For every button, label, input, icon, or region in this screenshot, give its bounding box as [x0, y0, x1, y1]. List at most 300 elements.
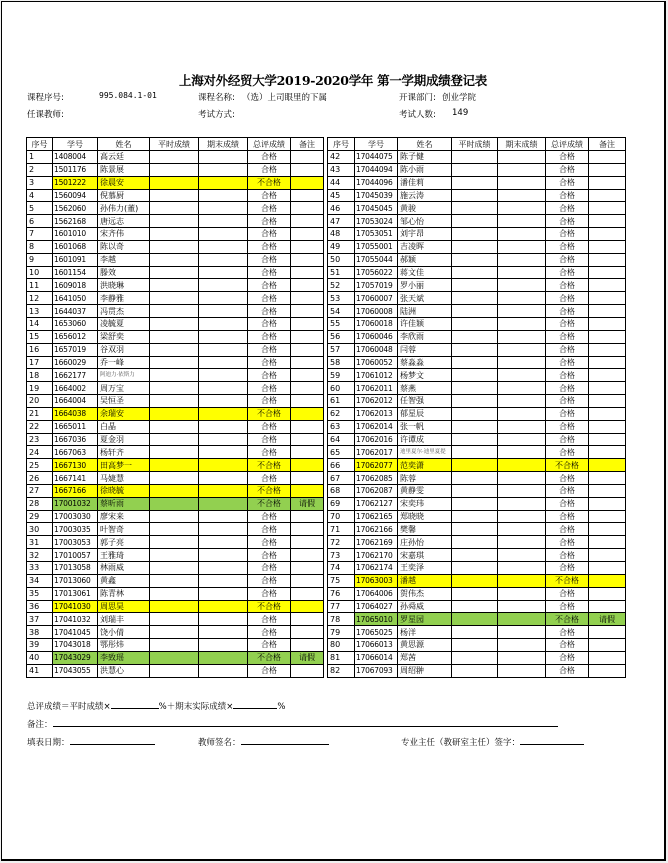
row-no: 69 — [328, 497, 355, 510]
usual-score — [150, 613, 199, 626]
student-name: 许谭成 — [398, 433, 452, 446]
usual-score — [452, 651, 498, 664]
student-name: 周思昊 — [98, 600, 150, 613]
student-row — [328, 664, 626, 677]
student-row — [27, 163, 324, 176]
student-row — [328, 151, 626, 164]
usual-score — [452, 433, 498, 446]
grade-table-right — [327, 137, 626, 678]
final-score — [199, 459, 248, 472]
remark — [589, 317, 626, 330]
row-no: 50 — [328, 253, 355, 266]
final-score — [199, 587, 248, 600]
remark-label: 备注： — [27, 720, 53, 730]
col-header-student-id: 学号 — [53, 138, 98, 151]
student-name: 洪慧心 — [98, 664, 150, 677]
row-no: 65 — [328, 446, 355, 459]
total-score: 合格 — [546, 510, 589, 523]
student-id: 17041032 — [53, 613, 98, 626]
row-no: 73 — [328, 549, 355, 562]
student-row — [328, 395, 626, 408]
student-row — [328, 600, 626, 613]
remark — [589, 163, 626, 176]
remark — [589, 497, 626, 510]
usual-score — [150, 189, 199, 202]
final-score — [199, 343, 248, 356]
total-score: 合格 — [546, 549, 589, 562]
student-row — [328, 562, 626, 575]
usual-score — [452, 215, 498, 228]
final-score — [199, 497, 248, 510]
remark — [589, 202, 626, 215]
row-no: 32 — [27, 549, 53, 562]
remark: 请假 — [291, 651, 324, 664]
student-row — [27, 562, 324, 575]
student-row — [328, 356, 626, 369]
remark — [291, 343, 324, 356]
usual-score — [150, 202, 199, 215]
final-score — [498, 651, 546, 664]
usual-score — [150, 330, 199, 343]
student-row — [328, 536, 626, 549]
student-name: 李静雅 — [98, 292, 150, 305]
student-name: 谷双羽 — [98, 343, 150, 356]
student-name: 马婕慧 — [98, 472, 150, 485]
remark — [589, 369, 626, 382]
formula-part-a: 总评成绩＝平时成绩× — [27, 702, 111, 712]
student-name: 樊馨 — [398, 523, 452, 536]
remark-field[interactable] — [53, 717, 558, 727]
student-name: 郝颖 — [398, 253, 452, 266]
final-score — [498, 562, 546, 575]
usual-score — [150, 587, 199, 600]
total-score: 合格 — [248, 626, 291, 639]
student-id: 1601154 — [53, 266, 98, 279]
row-no: 1 — [27, 151, 53, 164]
remark — [291, 613, 324, 626]
total-score: 合格 — [546, 626, 589, 639]
usual-score — [452, 562, 498, 575]
student-name: 黄鑫 — [98, 574, 150, 587]
final-score — [199, 253, 248, 266]
student-name: 张天斌 — [398, 292, 452, 305]
student-name: 余瑞安 — [98, 407, 150, 420]
student-id: 17041045 — [53, 626, 98, 639]
student-id: 1657019 — [53, 343, 98, 356]
exam-count-value: 149 — [452, 108, 469, 118]
total-score: 合格 — [546, 151, 589, 164]
remark — [589, 356, 626, 369]
grade-sheet-page — [1, 1, 666, 861]
student-id: 1656012 — [53, 330, 98, 343]
usual-score — [452, 497, 498, 510]
final-score — [498, 510, 546, 523]
student-row — [328, 613, 626, 626]
student-id: 1660029 — [53, 356, 98, 369]
student-id: 17044096 — [355, 176, 398, 189]
student-name: 郁星辰 — [398, 407, 452, 420]
student-row — [27, 292, 324, 305]
final-score — [199, 202, 248, 215]
student-row — [27, 626, 324, 639]
total-score: 合格 — [248, 215, 291, 228]
usual-score — [150, 600, 199, 613]
remark — [589, 215, 626, 228]
student-id: 17067093 — [355, 664, 398, 677]
usual-score — [452, 472, 498, 485]
final-score — [498, 202, 546, 215]
total-score: 合格 — [248, 382, 291, 395]
remark — [589, 510, 626, 523]
row-no: 71 — [328, 523, 355, 536]
student-id: 17044075 — [355, 151, 398, 164]
student-name: 李欣雨 — [398, 330, 452, 343]
usual-score — [452, 574, 498, 587]
student-name: 潘佳莉 — [398, 176, 452, 189]
row-no: 57 — [328, 343, 355, 356]
total-score: 合格 — [248, 330, 291, 343]
final-score — [498, 639, 546, 652]
row-no: 30 — [27, 523, 53, 536]
usual-score — [452, 343, 498, 356]
final-score — [498, 626, 546, 639]
student-id: 1665011 — [53, 420, 98, 433]
row-no: 18 — [27, 369, 53, 382]
final-score — [498, 484, 546, 497]
student-name: 滕效 — [98, 266, 150, 279]
remark — [291, 369, 324, 382]
student-id: 1562060 — [53, 202, 98, 215]
student-name: 林雨威 — [98, 562, 150, 575]
remark — [291, 305, 324, 318]
row-no: 42 — [328, 151, 355, 164]
final-score — [199, 189, 248, 202]
usual-score — [150, 176, 199, 189]
usual-score — [452, 523, 498, 536]
col-header-name: 姓名 — [98, 138, 150, 151]
usual-score — [150, 305, 199, 318]
student-name: 陈以奇 — [98, 240, 150, 253]
total-score: 合格 — [248, 189, 291, 202]
student-id: 17041030 — [53, 600, 98, 613]
final-score — [199, 420, 248, 433]
total-score: 合格 — [546, 382, 589, 395]
student-id: 17057019 — [355, 279, 398, 292]
teacher-sign-label: 教师签名： — [198, 738, 241, 748]
student-id: 17062014 — [355, 420, 398, 433]
student-name: 乔一峰 — [98, 356, 150, 369]
total-score: 合格 — [248, 163, 291, 176]
remark: 请假 — [291, 497, 324, 510]
student-id: 17060018 — [355, 317, 398, 330]
student-row — [328, 626, 626, 639]
final-score — [199, 549, 248, 562]
student-id: 1667130 — [53, 459, 98, 472]
student-name: 黄思源 — [398, 639, 452, 652]
student-id: 17063003 — [355, 574, 398, 587]
date-field[interactable] — [70, 735, 155, 745]
student-row — [27, 459, 324, 472]
student-row — [328, 484, 626, 497]
final-score — [498, 253, 546, 266]
row-no: 74 — [328, 562, 355, 575]
remark — [589, 407, 626, 420]
total-score: 不合格 — [248, 484, 291, 497]
final-score — [199, 664, 248, 677]
col-header-total-score: 总评成绩 — [546, 138, 589, 151]
usual-score — [150, 407, 199, 420]
total-score: 合格 — [248, 587, 291, 600]
final-score — [498, 420, 546, 433]
row-no: 55 — [328, 317, 355, 330]
usual-score — [150, 446, 199, 459]
row-no: 62 — [328, 407, 355, 420]
final-score — [498, 163, 546, 176]
remark — [291, 472, 324, 485]
student-name: 范奕潇 — [398, 459, 452, 472]
student-row — [328, 228, 626, 241]
student-name: 高云廷 — [98, 151, 150, 164]
row-no: 61 — [328, 395, 355, 408]
student-id: 17003053 — [53, 536, 98, 549]
total-score: 合格 — [248, 664, 291, 677]
total-score: 合格 — [546, 562, 589, 575]
student-row — [328, 163, 626, 176]
remark — [589, 228, 626, 241]
usual-score — [452, 549, 498, 562]
usual-score — [452, 639, 498, 652]
student-id: 1609018 — [53, 279, 98, 292]
remark: 请假 — [589, 613, 626, 626]
total-score: 不合格 — [248, 600, 291, 613]
final-score — [498, 395, 546, 408]
col-header-usual-score: 平时成绩 — [150, 138, 199, 151]
total-score: 合格 — [546, 292, 589, 305]
final-score — [498, 523, 546, 536]
student-row — [27, 330, 324, 343]
col-header-name: 姓名 — [398, 138, 452, 151]
course-no-value: 995.084.1-01 — [99, 91, 157, 100]
remark — [291, 266, 324, 279]
row-no: 82 — [328, 664, 355, 677]
final-score — [498, 279, 546, 292]
student-id: 17062127 — [355, 497, 398, 510]
final-score — [498, 613, 546, 626]
row-no: 33 — [27, 562, 53, 575]
student-name: 罗星园 — [398, 613, 452, 626]
row-no: 17 — [27, 356, 53, 369]
final-score — [199, 523, 248, 536]
student-name: 梁舒奕 — [98, 330, 150, 343]
remark — [291, 510, 324, 523]
director-sign-field[interactable] — [520, 735, 584, 745]
date-line — [27, 735, 155, 748]
student-row — [27, 639, 324, 652]
student-id: 17064027 — [355, 600, 398, 613]
student-name: 张一帆 — [398, 420, 452, 433]
row-no: 22 — [27, 420, 53, 433]
row-no: 14 — [27, 317, 53, 330]
grade-table-left — [26, 137, 324, 678]
remark — [291, 228, 324, 241]
final-score — [199, 484, 248, 497]
row-no: 66 — [328, 459, 355, 472]
student-name: 唐远志 — [98, 215, 150, 228]
student-id: 1664004 — [53, 395, 98, 408]
student-row — [328, 510, 626, 523]
student-id: 17062170 — [355, 549, 398, 562]
student-name: 周绍翀 — [398, 664, 452, 677]
remark — [291, 536, 324, 549]
usual-score — [150, 562, 199, 575]
usual-score — [452, 228, 498, 241]
student-id: 17062077 — [355, 459, 398, 472]
row-no: 80 — [328, 639, 355, 652]
final-score — [199, 176, 248, 189]
final-score — [498, 536, 546, 549]
student-id: 17062011 — [355, 382, 398, 395]
remark — [589, 240, 626, 253]
usual-percent-field[interactable] — [111, 699, 159, 709]
remark — [589, 549, 626, 562]
total-score: 合格 — [248, 510, 291, 523]
student-row — [27, 420, 324, 433]
student-id: 17044094 — [355, 163, 398, 176]
remark — [291, 151, 324, 164]
remark — [589, 176, 626, 189]
usual-score — [150, 664, 199, 677]
total-score: 合格 — [248, 562, 291, 575]
student-row — [27, 574, 324, 587]
total-score: 合格 — [546, 279, 589, 292]
total-score: 合格 — [546, 600, 589, 613]
usual-score — [150, 292, 199, 305]
remark — [589, 189, 626, 202]
row-no: 67 — [328, 472, 355, 485]
total-score: 合格 — [546, 317, 589, 330]
student-name: 宋嘉琪 — [398, 549, 452, 562]
student-name: 王雅琦 — [98, 549, 150, 562]
remark — [589, 484, 626, 497]
remark — [589, 600, 626, 613]
table-header-row — [27, 138, 324, 151]
student-id: 17062087 — [355, 484, 398, 497]
student-row — [328, 382, 626, 395]
usual-score — [150, 369, 199, 382]
total-score: 合格 — [546, 639, 589, 652]
remark — [291, 330, 324, 343]
student-name: 夏金羽 — [98, 433, 150, 446]
student-row — [27, 549, 324, 562]
student-row — [27, 446, 324, 459]
student-name: 郑茜 — [398, 651, 452, 664]
student-row — [328, 639, 626, 652]
usual-score — [452, 420, 498, 433]
total-score: 不合格 — [546, 459, 589, 472]
row-no: 78 — [328, 613, 355, 626]
student-id: 17013061 — [53, 587, 98, 600]
student-name: 徐晓毓 — [98, 484, 150, 497]
student-id: 17065025 — [355, 626, 398, 639]
student-row — [27, 266, 324, 279]
final-percent-field[interactable] — [233, 699, 277, 709]
total-score: 合格 — [248, 292, 291, 305]
remark — [589, 587, 626, 600]
student-id: 1653060 — [53, 317, 98, 330]
col-header-remark: 备注 — [291, 138, 324, 151]
teacher-sign-field[interactable] — [241, 735, 329, 745]
final-score — [199, 356, 248, 369]
student-name: 郭子亮 — [98, 536, 150, 549]
usual-score — [150, 151, 199, 164]
row-no: 31 — [27, 536, 53, 549]
usual-score — [452, 446, 498, 459]
final-score — [498, 215, 546, 228]
student-id: 17062165 — [355, 510, 398, 523]
final-score — [498, 228, 546, 241]
student-row — [27, 523, 324, 536]
total-score: 合格 — [248, 639, 291, 652]
student-id: 17061012 — [355, 369, 398, 382]
usual-score — [150, 510, 199, 523]
student-name: 刘宇昂 — [398, 228, 452, 241]
dept-label: 开课部门: — [399, 93, 436, 103]
usual-score — [150, 279, 199, 292]
student-name: 吉凌晖 — [398, 240, 452, 253]
total-score: 合格 — [546, 446, 589, 459]
row-no: 36 — [27, 600, 53, 613]
course-no-label: 课程序号: — [27, 93, 64, 103]
total-score: 合格 — [248, 151, 291, 164]
student-row — [328, 330, 626, 343]
usual-score — [452, 279, 498, 292]
usual-score — [150, 626, 199, 639]
student-name: 陈蓉 — [398, 472, 452, 485]
usual-score — [452, 305, 498, 318]
total-score: 合格 — [546, 356, 589, 369]
usual-score — [150, 343, 199, 356]
total-score: 合格 — [546, 407, 589, 420]
student-name: 任智强 — [398, 395, 452, 408]
student-id: 17043029 — [53, 651, 98, 664]
student-row — [27, 664, 324, 677]
student-row — [27, 253, 324, 266]
col-header-usual-score: 平时成绩 — [452, 138, 498, 151]
remark — [291, 215, 324, 228]
formula-line — [27, 699, 285, 712]
total-score: 合格 — [248, 433, 291, 446]
usual-score — [150, 395, 199, 408]
total-score: 合格 — [248, 202, 291, 215]
usual-score — [452, 240, 498, 253]
remark — [291, 395, 324, 408]
student-row — [27, 279, 324, 292]
total-score: 合格 — [248, 317, 291, 330]
total-score: 合格 — [248, 395, 291, 408]
course-name-label: 课程名称: — [198, 93, 235, 103]
final-score — [199, 407, 248, 420]
usual-score — [452, 510, 498, 523]
total-score: 合格 — [546, 523, 589, 536]
student-id: 1667036 — [53, 433, 98, 446]
row-no: 51 — [328, 266, 355, 279]
director-sign-label: 专业主任（教研室主任）签字： — [401, 738, 521, 748]
final-score — [498, 574, 546, 587]
usual-score — [150, 472, 199, 485]
row-no: 49 — [328, 240, 355, 253]
final-score — [199, 510, 248, 523]
remark — [589, 395, 626, 408]
